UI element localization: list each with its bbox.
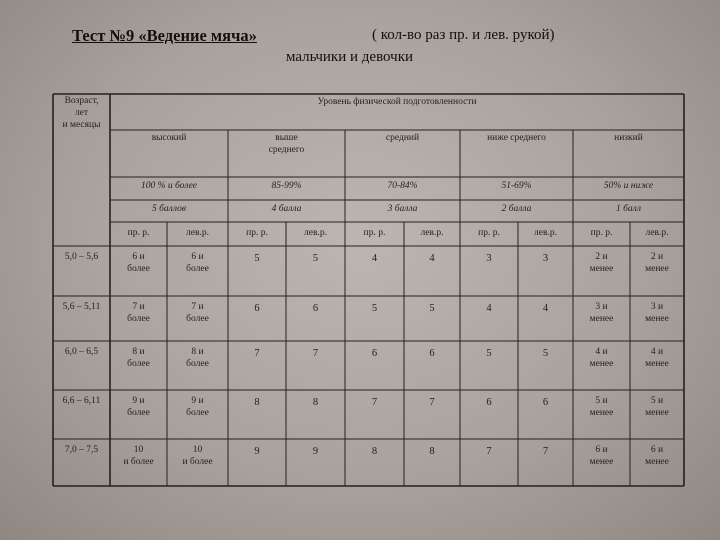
level-header: Уровень физической подготовленности [317, 97, 477, 107]
table-cell-value: 10 и более [182, 445, 213, 467]
level-percent: 51-69% [501, 181, 532, 191]
table-cell-value: 5 [371, 303, 378, 314]
table-cell-value: 5 [254, 253, 260, 264]
level-percent: 70-84% [387, 181, 418, 191]
table-cell-value: 8 [371, 446, 378, 457]
table-cell-value: 5 и менее [589, 396, 614, 418]
age-value: 5,6 – 5,11 [62, 302, 101, 312]
table-cell-value: 4 и менее [589, 347, 614, 369]
table-cell-value: 6 и более [127, 252, 150, 274]
level-percent: 100 % и более [140, 181, 198, 191]
hand-label: лев.р. [186, 228, 209, 238]
page-subtitle: мальчики и девочки [286, 49, 414, 65]
table-cell-value: 8 [254, 397, 260, 408]
table-cell-value: 6 [429, 348, 435, 359]
age-header: Возраст, лет и месяцы [62, 96, 101, 130]
hand-label: лев.р. [645, 228, 669, 238]
hand-label: пр. р. [590, 228, 613, 238]
table-cell-value: 3 и менее [645, 302, 669, 324]
level-score: 2 балла [501, 204, 532, 214]
level-percent: 85-99% [271, 181, 302, 191]
level-name: ниже среднего [487, 133, 546, 143]
table-cell-value: 2 и менее [589, 252, 614, 274]
table-cell-value: 9 [312, 446, 319, 457]
level-name: высокий [151, 133, 187, 143]
table-cell-value: 4 и менее [645, 347, 669, 369]
table-cell-value: 7 и более [127, 302, 150, 324]
table-cell-value: 3 и менее [589, 302, 614, 324]
table-cell-value: 6 [312, 303, 319, 314]
table-cell-value: 7 и более [186, 302, 209, 324]
level-score: 4 балла [271, 204, 302, 214]
table-cell-value: 6 и менее [645, 445, 669, 467]
level-percent: 50% и ниже [603, 181, 654, 191]
hand-label: лев.р. [534, 228, 557, 238]
table-cell-value: 8 [312, 397, 319, 408]
table-cell-value: 7 [429, 397, 435, 408]
page-title: Тест №9 «Ведение мяча» [72, 26, 257, 45]
level-score: 5 баллов [152, 204, 186, 214]
table-cell-value: 4 [371, 253, 378, 264]
table-cell-value: 9 и более [186, 396, 209, 418]
table-cell-value: 10 и более [123, 445, 154, 467]
level-name: низкий [614, 133, 643, 143]
table-cell-value: 7 [254, 348, 260, 359]
table-cell-value: 2 и менее [645, 252, 669, 274]
hand-label: пр. р. [246, 228, 268, 238]
hand-label: лев.р. [420, 228, 444, 238]
table-cell-value: 3 [486, 253, 492, 264]
table-cell-value: 6 и менее [589, 445, 614, 467]
table-cell-value: 6 [542, 397, 549, 408]
age-value: 6,0 – 6,5 [64, 347, 99, 357]
table-cell-value: 4 [542, 303, 549, 314]
table-cell-value: 5 [486, 348, 492, 359]
hand-label: пр. р. [127, 228, 150, 238]
table-cell-value: 5 и менее [645, 396, 669, 418]
title-note: ( кол-во раз пр. и лев. рукой) [372, 27, 555, 43]
table-cell-value: 6 [371, 348, 378, 359]
table-cell-value: 8 и более [127, 347, 150, 369]
age-value: 7,0 – 7,5 [64, 445, 99, 455]
table-cell-value: 8 [429, 446, 435, 457]
table-cell-value: 8 и более [186, 347, 209, 369]
level-score: 1 балл [616, 204, 641, 214]
table-cell-value: 4 [486, 303, 492, 314]
age-value: 5,0 – 5,6 [64, 252, 99, 262]
hand-label: лев.р. [304, 228, 327, 238]
table-cell-value: 5 [429, 303, 435, 314]
table-cell-value: 4 [429, 253, 435, 264]
hand-label: пр. р. [478, 228, 500, 238]
table-cell-value: 6 [254, 303, 260, 314]
table-cell-value: 7 [371, 397, 378, 408]
hand-label: пр. р. [363, 228, 386, 238]
table-cell-value: 3 [542, 253, 549, 264]
table-cell-value: 7 [312, 348, 319, 359]
level-name: средний [385, 133, 420, 143]
table-cell-value: 9 и более [127, 396, 150, 418]
level-name: выше среднего [268, 133, 305, 155]
table-cell-value: 6 [486, 397, 492, 408]
table-cell-value: 7 [486, 446, 492, 457]
age-value: 6,6 – 6,11 [62, 396, 101, 406]
table-cell-value: 9 [254, 446, 260, 457]
table-cell-value: 5 [542, 348, 549, 359]
table-cell-value: 5 [312, 253, 319, 264]
level-score: 3 балла [387, 204, 418, 214]
table-cell-value: 6 и более [186, 252, 209, 274]
table-cell-value: 7 [542, 446, 549, 457]
